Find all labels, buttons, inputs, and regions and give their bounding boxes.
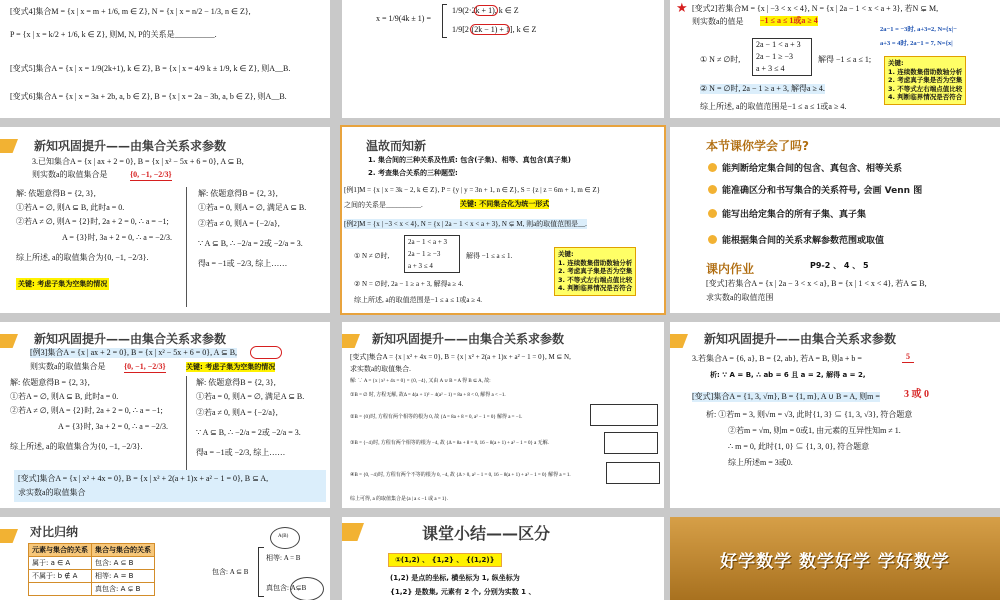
header-set-set: 集合与集合的关系 bbox=[92, 544, 155, 557]
system-row-3: a + 3 ≤ 4 bbox=[408, 262, 433, 270]
key-points-box bbox=[554, 247, 636, 296]
case1-label: ① N ≠ ∅时, bbox=[700, 55, 741, 64]
key-note: 关键: 考虑子集为空集的情况 bbox=[186, 363, 276, 371]
table-cell: 包含: A ⊆ B bbox=[92, 557, 155, 570]
include-label: 包含: A ⊆ B bbox=[212, 568, 249, 576]
solution-line-6: 综上可得, a 的取值集合是{a | a ≤ −1 或 a = 1}. bbox=[350, 497, 449, 502]
example1-blank: 之间的关系是__________. bbox=[344, 201, 423, 209]
right-solution-5: 得a = −1或 −2/3, 综上…… bbox=[198, 259, 288, 268]
slide-title: 温故而知新 bbox=[366, 139, 427, 153]
left-solution-2: ①若A = ∅, 则A ⊆ B, 此时a = 0. bbox=[16, 203, 125, 212]
analysis-1: 析: ∵ A = B, ∴ ab = 6 且 a = 2, 解得 a = 2, bbox=[710, 371, 866, 379]
answer-range: −1 ≤ a ≤ 1或a ≥ 4 bbox=[760, 16, 818, 25]
title-accent-bar bbox=[0, 529, 18, 543]
slide-thumbnail-11[interactable] bbox=[342, 517, 664, 600]
key-item-1: 1. 连续数集借助数轴分析 bbox=[888, 67, 963, 76]
formula-case-1: 1/9(2·2k + 1), k ∈ Z bbox=[452, 6, 519, 15]
right-solution-2: ①若a = 0, 则A = ∅, 满足A ⊆ B. bbox=[198, 203, 307, 212]
bullet-2-icon bbox=[708, 185, 717, 194]
analysis-2-line-4: 综上所述m = 3或0. bbox=[728, 458, 793, 467]
case2-line: ② N = ∅时, 2a − 1 ≥ a + 3, 解得a ≥ 4. bbox=[700, 84, 825, 93]
slogan-text: 好学数学 数学好学 学好数学 bbox=[720, 552, 950, 572]
key-item-1: 1. 连续数集借助数轴分析 bbox=[558, 258, 633, 267]
question-line1: 3.已知集合A = {x | ax + 2 = 0}, B = {x | x² − 5x + 6 = 0}, A ⊆ B, bbox=[32, 157, 244, 166]
example2-line: [例2]M = {x | −3 < x < 4}, N = {x | 2a − 1 < x < a + 3}, N ⊊ M, 则a的取值范围是__. bbox=[344, 220, 587, 228]
slide-thumbnail-7[interactable] bbox=[0, 322, 330, 508]
comparison-table bbox=[28, 543, 155, 596]
key-item-3: 3. 不等式左右端点值比较 bbox=[558, 275, 633, 284]
left-solution-2: ①若A = ∅, 则A ⊆ B, 此时a = 0. bbox=[10, 392, 119, 401]
slide-thumbnail-10[interactable] bbox=[0, 517, 330, 600]
variant-line2: 求实数a的取值集合 bbox=[18, 488, 86, 497]
right-solution-4: ∵ A ⊆ B, ∴ −2/a = 2或 −2/a = 3. bbox=[198, 239, 303, 248]
answer-set: {0, −1, −2/3} bbox=[130, 170, 172, 179]
table-cell: 属于: a ∈ A bbox=[29, 557, 92, 570]
venn-label: A(B) bbox=[278, 534, 289, 539]
right-solution-1: 解: 依题意得B = {2, 3}, bbox=[196, 378, 276, 387]
key-item-3: 3. 不等式左右端点值比较 bbox=[888, 84, 963, 93]
key-heading: 关键: bbox=[888, 59, 904, 67]
left-solution-4: A = {3}时, 3a + 2 = 0, ∴ a = −2/3. bbox=[58, 422, 168, 431]
table-cell: 不属于: b ∉ A bbox=[29, 570, 92, 583]
left-solution-4: A = {3}时, 3a + 2 = 0, ∴ a = −2/3. bbox=[62, 233, 172, 242]
summary-line-2: {1,2} 是数集, 元素有 2 个, 分别为实数 1 、 bbox=[390, 588, 536, 596]
analysis-2-line-1: 析: ①若m = 3, 则√m = √3, 此时{1, 3} ⊆ {1, 3, √3}, 符合题意 bbox=[706, 410, 913, 419]
solution-line-5: ④B = {0, −4}时, 方程有两个不等的根为 0, −4, 故 {Δ > 0, a² − 1 = 0, 16 − 8(a + 1) + a² − 1 = 0} 解得 a = 1. bbox=[350, 473, 571, 478]
slide-title: 对比归纳 bbox=[30, 525, 79, 539]
slide-thumbnail-4[interactable] bbox=[0, 127, 330, 313]
slide-title: 新知巩固提升——由集合关系求参数 bbox=[372, 332, 565, 346]
right-solution-3: ②若a ≠ 0, 则A = {−2/a}, bbox=[196, 408, 278, 417]
bullet-3-icon bbox=[708, 209, 717, 218]
slide-thumbnail-9[interactable] bbox=[670, 322, 1000, 508]
left-solution-3: ②若A ≠ ∅, 则A = {2}时, 2a + 2 = 0, ∴ a = −1; bbox=[16, 217, 169, 226]
title-accent-bar bbox=[670, 334, 688, 348]
slide-title: 新知巩固提升——由集合关系求参数 bbox=[704, 332, 897, 346]
conclusion-line: 综上所述, a的取值范围是−1 ≤ a ≤ 1或a ≥ 4. bbox=[354, 296, 483, 304]
solution-line-1: 解: ∵ A = {x | x² + 4x = 0} = {0, −4}, 又由 A ∪ B = A 得 B ⊆ A, 故: bbox=[350, 379, 491, 384]
system-row-2: 2a − 1 ≥ −3 bbox=[756, 52, 793, 61]
formula-lhs: x = 1/9(4k ± 1) = bbox=[376, 14, 431, 23]
slide-thumbnail-1[interactable] bbox=[0, 0, 330, 118]
variant4-line2: P = {x | x = k/2 + 1/6, k ∈ Z}, 则M, N, P的关系是__________. bbox=[10, 30, 217, 39]
table-cell bbox=[29, 583, 92, 596]
case1-solution: 解得 −1 ≤ a ≤ 1. bbox=[466, 252, 513, 260]
case1-label: ① N ≠ ∅时, bbox=[354, 252, 390, 260]
question-line2: 则实数a的取值集合是 bbox=[30, 362, 106, 371]
slide-thumbnail-3[interactable] bbox=[670, 0, 1000, 118]
variant4-line1: [变式4]集合M = {x | x = m + 1/6, m ∈ Z}, N = {x | x = n/2 − 1/3, n ∈ Z}, bbox=[10, 7, 251, 16]
slide-title: 新知巩固提升——由集合关系求参数 bbox=[34, 332, 227, 346]
example1-key: 关键: 不同集合化为统一形式 bbox=[460, 200, 550, 208]
result-box-1 bbox=[590, 404, 658, 426]
homework-title: 课内作业 bbox=[706, 262, 755, 276]
variant6-line: [变式6]集合A = {x | x = 3a + 2b, a, b ∈ Z}, B = {x | x = 2a − 3b, a, b ∈ Z}, 则A__B. bbox=[10, 92, 287, 101]
homework-pages: P9-2 、 4 、 5 bbox=[810, 261, 869, 270]
right-solution-3: ②若a ≠ 0, 则A = {−2/a}, bbox=[198, 219, 280, 228]
bracket bbox=[258, 547, 264, 597]
question-line1: [例3]集合A = {x | ax + 2 = 0}, B = {x | x² − 5x + 6 = 0}, A ⊆ B, bbox=[30, 348, 238, 357]
left-solution-3: ②若A ≠ ∅, 则A = {2}时, 2a + 2 = 0, ∴ a = −1; bbox=[10, 406, 163, 415]
slide-title: 本节课你学会了吗? bbox=[706, 139, 809, 153]
learning-item-3: 能写出给定集合的所有子集、真子集 bbox=[722, 210, 867, 220]
case2-line: ② N = ∅时, 2a − 1 ≥ a + 3, 解得a ≥ 4. bbox=[354, 280, 464, 288]
key-note: 关键: 考虑子集为空集的情况 bbox=[18, 280, 108, 288]
header-element-set: 元素与集合的关系 bbox=[29, 544, 92, 557]
side-note-1: 2a−1 = −3时, a+3=2, N={x|− bbox=[880, 26, 957, 33]
variant-line2: 求实数a的取值范围 bbox=[706, 293, 774, 302]
key-item-4: 4. 判断临界情况是否符合 bbox=[888, 93, 963, 101]
case1-circle-mark bbox=[474, 5, 498, 16]
title-accent-bar bbox=[342, 334, 360, 348]
solution-line-4: ③B = {−4}时, 方程有两个相等的根为 −4, 故 {Δ = 8a + 8 = 0, 16 − 8(a + 1) + a² − 1 = 0} a 无解. bbox=[350, 441, 549, 446]
divider bbox=[186, 187, 187, 307]
system-row-3: a + 3 ≤ 4 bbox=[756, 64, 785, 73]
learning-item-4: 能根据集合间的关系求解参数范围或取值 bbox=[722, 236, 885, 246]
result-box-3 bbox=[606, 462, 660, 484]
table-cell: 真包含: A ⊊ B bbox=[92, 583, 155, 596]
analysis-2-line-2: ②若m = √m, 则m = 0或1, 由元素的互异性知m ≠ 1. bbox=[728, 426, 901, 435]
point-1: 1. 集合间的三种关系及性质: 包含(子集)、相等、真包含(真子集) bbox=[368, 156, 571, 164]
bullet-4-icon bbox=[708, 235, 717, 244]
right-solution-4: ∵ A ⊆ B, ∴ −2/a = 2或 −2/a = 3. bbox=[196, 428, 301, 437]
venn-diagram-2 bbox=[290, 577, 324, 600]
variant2-line1: [变式2]若集合M = {x | −3 < x < 4}, N = {x | 2a − 1 < x < a + 3}, 若N ⊊ M, bbox=[692, 4, 939, 13]
learning-item-1: 能判断给定集合间的包含、真包含、相等关系 bbox=[722, 164, 903, 174]
point-2: 2. 考查集合关系的三种题型: bbox=[368, 169, 458, 177]
key-item-2: 2. 考虑真子集是否为空集 bbox=[888, 76, 963, 84]
question-2: [变式]集合A = {1, 3, √m}, B = {1, m}, A ∪ B = A, 则m = bbox=[692, 392, 880, 401]
variant-line1: [变式]若集合A = {x | 2a − 3 < x < a}, B = {x | 1 < x < 4}, 若A ⊆ B, bbox=[706, 279, 927, 288]
solution-line-2: ①B = ∅ 时, 方程无解, 故Δ = 4(a + 1)² − 4(a² − 1) = 8a + 8 < 0, 解得 a < −1. bbox=[350, 393, 506, 398]
case1-solution: 解得 −1 ≤ a ≤ 1; bbox=[818, 55, 872, 64]
left-solution-5: 综上所述, a的取值集合为{0, −1, −2/3}. bbox=[10, 442, 143, 451]
question-line2: 求实数a的取值集合. bbox=[350, 365, 411, 373]
equal-label: 相等: A = B bbox=[266, 554, 301, 562]
left-solution-5: 综上所述, a的取值集合为{0, −1, −2/3}. bbox=[16, 253, 149, 262]
variant2-line2: 则实数a的值是 bbox=[692, 17, 744, 26]
system-row-1: 2a − 1 < a + 3 bbox=[408, 238, 448, 246]
title-accent-bar bbox=[342, 523, 364, 541]
title-accent-bar bbox=[0, 334, 18, 348]
variant5-line: [变式5]集合A = {x | x = 1/9(2k+1), k ∈ Z}, B = {x | x = 4/9 k ± 1/9, k ∈ Z}, 则A__B. bbox=[10, 64, 291, 73]
key-points-box bbox=[884, 56, 966, 105]
conclusion-line: 综上所述, a的取值范围是−1 ≤ a ≤ 1或a ≥ 4. bbox=[700, 102, 847, 111]
answer-2: 3 或 0 bbox=[904, 389, 929, 400]
bullet-1-icon bbox=[708, 163, 717, 172]
analysis-2-line-3: ∴ m = 0, 此时{1, 0} ⊆ {1, 3, 0}, 符合题意 bbox=[728, 442, 870, 451]
right-solution-5: 得a = −1或 −2/3, 综上…… bbox=[196, 448, 286, 457]
case2-circle-mark bbox=[470, 24, 510, 35]
star-icon: ★ bbox=[676, 1, 688, 16]
proper-label: 真包含: A⊊B bbox=[266, 584, 307, 592]
summary-line-1: (1,2) 是点的坐标, 横坐标为 1, 纵坐标为 bbox=[390, 574, 520, 582]
key-heading: 关键: bbox=[558, 250, 574, 258]
question-line2: 则实数a的取值集合是 bbox=[32, 170, 108, 179]
slide-thumbnail-2[interactable] bbox=[342, 0, 664, 118]
title-accent-bar bbox=[0, 139, 18, 153]
piecewise-brace bbox=[442, 4, 447, 38]
result-box-2 bbox=[604, 432, 658, 454]
right-solution-1: 解: 依题意得B = {2, 3}, bbox=[198, 189, 278, 198]
slide-thumbnail-12[interactable] bbox=[670, 517, 1000, 600]
left-solution-1: 解: 依题意得B = {2, 3}, bbox=[16, 189, 96, 198]
table-cell: 相等: A = B bbox=[92, 570, 155, 583]
side-note-2: a+3 = 4时, 2a−1 = 7, N={x| bbox=[880, 40, 953, 47]
answer-1: 5 bbox=[902, 352, 914, 363]
right-solution-2: ①若a = 0, 则A = ∅, 满足A ⊆ B. bbox=[196, 392, 305, 401]
slide-thumbnail-6[interactable] bbox=[670, 127, 1000, 313]
solution-line-3: ②B = {0}时, 方程有两个相等的根为 0, 故 {Δ = 8a + 8 = 0, a² − 1 = 0} 解得 a = −1. bbox=[350, 415, 523, 420]
variant-line1: [变式]集合A = {x | x² + 4x = 0}, B = {x | x² + 2(a + 1)x + a² − 1 = 0}, B ⊆ A, bbox=[18, 474, 269, 483]
question-line1: [变式]集合A = {x | x² + 4x = 0}, B = {x | x² + 2(a + 1)x + a² − 1 = 0}, M ⊆ N, bbox=[350, 353, 571, 361]
key-item-4: 4. 判断临界情况是否符合 bbox=[558, 284, 633, 292]
subset-circle-mark bbox=[250, 346, 282, 359]
left-solution-1: 解: 依题意得B = {2, 3}, bbox=[10, 378, 90, 387]
answer-set: {0, −1, −2/3} bbox=[124, 362, 166, 371]
key-item-2: 2. 考虑真子集是否为空集 bbox=[558, 267, 633, 275]
slide-title: 课堂小结——区分 bbox=[422, 524, 551, 543]
slide-title: 新知巩固提升——由集合关系求参数 bbox=[34, 139, 227, 153]
system-row-1: 2a − 1 < a + 3 bbox=[756, 40, 801, 49]
question-1: 3.若集合A = {6, a}, B = {2, ab}, 若A = B, 则a + b = bbox=[692, 354, 862, 363]
formula-case-2: 1/9[2·(2k − 1) + 1], k ∈ Z bbox=[452, 25, 537, 34]
divider bbox=[186, 376, 187, 472]
system-row-2: 2a − 1 ≥ −3 bbox=[408, 250, 441, 258]
learning-item-2: 能准确区分和书写集合的关系符号, 会画 Venn 图 bbox=[722, 186, 923, 196]
slide-thumbnail-8[interactable] bbox=[342, 322, 664, 508]
summary-tag: ①(1,2) 、 {1,2} 、 {(1,2)} bbox=[388, 553, 502, 567]
example1-line: [例1]M = {x | x = 3k − 2, k ∈ Z}, P = {y | y = 3n + 1, n ∈ Z}, S = {z | z = 6m + 1, m ∈ Z} bbox=[344, 186, 601, 194]
slide-thumbnail-5-selected[interactable] bbox=[342, 127, 664, 313]
